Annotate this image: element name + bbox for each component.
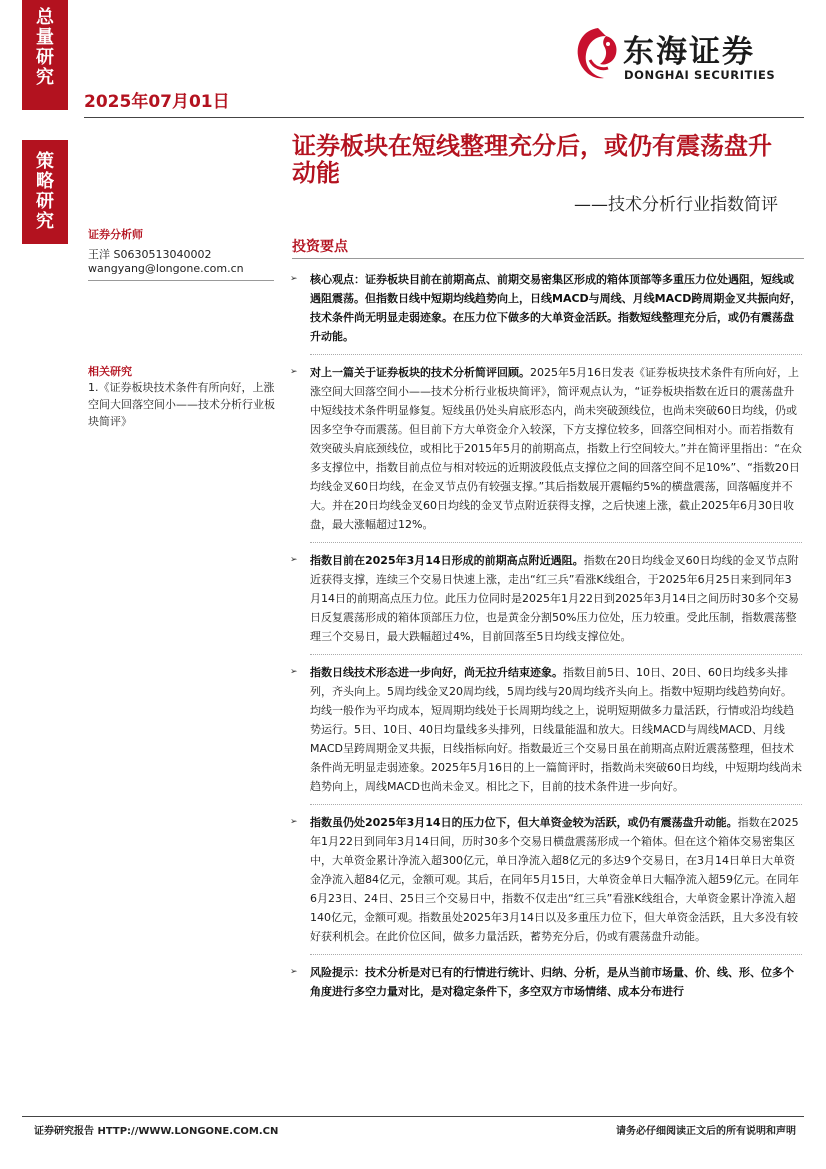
- bullet-body: 2025年5月16日发表《证券板块技术条件有所向好，上涨空间大回落空间小——技术分析行业板块简评》，简评观点认为，“证券板块指数在近日的震荡盘升中短线技术条件明显修复。短线虽仍处头肩底形态内，尚未突破颈线位，也尚未突破60日均线，仍或因多空争夺而震荡。但目前下方大单资金介入较深，下方支撑位较多，回落空间相对小。而若指数有效突破头肩底颈线位，或相比于2015年5月的前期高点，指数上行空间较大。”并在简评里指出：“在众多支撑位中，指数目前点位与相对较远的近期波段低点支撑位之间的回落空间不足10%”、“指数20日均线金叉60日均线，在金叉节点仍有较强支撑。”其后指数展开震幅约5%的横盘震荡，回落幅度并不大。并在20日均线金叉60日均线的金叉节点附近获得支撑，之后快速上涨，截止2025年6月30日收盘，最大涨幅超过12%。: [310, 366, 802, 531]
- key-points-list: [288, 270, 802, 1001]
- header-divider: [84, 117, 804, 118]
- bullet-lead: 核心观点：证券板块目前在前期高点、前期交易密集区形成的箱体顶部等多重压力位处遇阻，短线或遇阻震荡。但指数日线中短期均线趋势向上，日线MACD与周线、月线MACD跨周期金叉共振向好，技术条件尚无明显走弱迹象。在压力位下做多的大单资金活跃。指数短线整理充分后，或仍有震荡盘升动能。: [310, 273, 802, 343]
- bullet-lead: 指数日线技术形态进一步向好，尚无拉升结束迹象。: [310, 666, 563, 679]
- report-date: 2025年07月01日: [84, 92, 230, 112]
- dragon-logo-icon: [568, 22, 620, 88]
- related-research-item: 1.《证券板块技术条件有所向好，上涨空间大回落空间小——技术分析行业板块简评》: [88, 381, 275, 428]
- logo-english-name: DONGHAI SECURITIES: [624, 68, 776, 82]
- bullet-arrow-icon: ➢: [290, 367, 298, 377]
- company-logo: [568, 22, 798, 88]
- footer-report-url: 证券研究报告 HTTP://WWW.LONGONE.COM.CN: [34, 1126, 279, 1137]
- analyst-divider: [88, 280, 274, 281]
- key-points-divider: [292, 258, 804, 259]
- bullet-separator: [310, 954, 802, 955]
- bullet-separator: [310, 354, 802, 355]
- bullet-body: 指数在2025年1月22日到同年3月14日间，历时30多个交易日横盘震荡形成一个箱体。但在这个箱体交易密集区中，大单资金累计净流入超300亿元，单日净流入超8亿元的多达9个交易日，在3月14日单日大单资金净流入超84亿元，金额可观。其后，在同年5月15日，大单资金单日大幅净流入超59亿元。在同年6月23日、24日、25日三个交易日中，指数不仅走出“红三兵”看涨K线组合，大单资金累计净流入超140亿元，金额可观。指数虽处2025年3月14日以及多重压力位下，但大单资金活跃，且大多没有较好获利机会。在此价位区间，做多力量活跃，蓄势充分后，仍或有震荡盘升动能。: [310, 816, 799, 943]
- footer-disclaimer: 请务必仔细阅读正文后的所有说明和声明: [616, 1126, 796, 1137]
- logo-chinese-name: 东海证券: [623, 34, 755, 70]
- side-tab-char: 策: [36, 151, 54, 172]
- bullet-arrow-icon: ➢: [290, 555, 298, 565]
- analyst-email: wangyang@longone.com.cn: [88, 262, 244, 275]
- analyst-name: 王洋 S0630513040002: [88, 248, 212, 261]
- side-tab-char: 总: [36, 7, 54, 28]
- report-title: 证券板块在短线整理充分后，或仍有震荡盘升动能: [292, 132, 772, 187]
- side-tab-char: 略: [36, 171, 54, 192]
- bullet-lead: 指数虽仍处2025年3月14日的压力位下，但大单资金较为活跃，或仍有震荡盘升动能。: [310, 816, 738, 829]
- key-point-technicals: [288, 663, 802, 796]
- key-point-capital-flow: [288, 813, 802, 946]
- bullet-separator: [310, 804, 802, 805]
- side-tab-quant-research: [22, 0, 68, 110]
- bullet-separator: [310, 542, 802, 543]
- key-point-core-view: [288, 270, 802, 346]
- side-tab-char: 研: [36, 191, 54, 212]
- report-subtitle: ——技术分析行业指数简评: [574, 195, 778, 215]
- footer-divider: [22, 1116, 804, 1117]
- related-research-heading: 相关研究: [88, 365, 132, 378]
- analyst-heading: 证券分析师: [88, 228, 143, 241]
- key-points-heading: 投资要点: [292, 239, 348, 255]
- key-point-risk: [288, 963, 802, 1001]
- side-tab-char: 究: [36, 211, 54, 232]
- side-tab-char: 究: [36, 67, 54, 88]
- side-tab-char: 研: [36, 47, 54, 68]
- bullet-body: 指数目前5日、10日、20日、60日均线多头排列，齐头向上。5周均线金叉20周均线，5周均线与20周均线齐头向上。指数中短期均线趋势向好。均线一般作为平均成本，短周期均线处于长周期均线之上，说明短期做多力量活跃，行情或沿均线趋势运行。5日、10日、40日均量线多头排列，日线量能温和放大。日线MACD与周线MACD、月线MACD呈跨周期金叉共振，日线指标向好。指数最近三个交易日虽在前期高点附近震荡整理，但技术条件尚无明显走弱迹象。2025年5月16日的上一篇简评时，指数尚未突破60日均线，中短期均线尚未趋势向上，周线MACD也尚未金叉。相比之下，目前的技术条件进一步向好。: [310, 666, 802, 793]
- bullet-lead: 指数目前在2025年3月14日形成的前期高点附近遇阻。: [310, 554, 584, 567]
- bullet-lead: 风险提示：技术分析是对已有的行情进行统计、归纳、分析，是从当前市场量、价、线、形、位多个角度进行多空力量对比，是对稳定条件下，多空双方市场情绪、成本分布进行: [310, 966, 794, 998]
- bullet-lead: 对上一篇关于证券板块的技术分析简评回顾。: [310, 366, 530, 379]
- key-point-resistance: [288, 551, 802, 646]
- bullet-separator: [310, 654, 802, 655]
- bullet-arrow-icon: ➢: [290, 667, 298, 677]
- bullet-arrow-icon: ➢: [290, 274, 298, 284]
- bullet-arrow-icon: ➢: [290, 817, 298, 827]
- bullet-arrow-icon: ➢: [290, 967, 298, 977]
- key-point-review: [288, 363, 802, 534]
- side-tab-strategy-research: [22, 140, 68, 244]
- bullet-body: 指数在20日均线金叉60日均线的金叉节点附近获得支撑，连续三个交易日快速上涨，走出“红三兵”看涨K线组合，于2025年6月25日来到同年3月14日的前期高点压力位。此压力位同时是2025年1月22日到2025年3月14日之间历时30多个交易日反复震荡形成的箱体顶部压力位，也是黄金分割50%压力位处，压力较重。受此压制，指数震荡整理三个交易日，最大跌幅超过4%，目前回落至5日均线支撑位处。: [310, 554, 799, 643]
- side-tab-char: 量: [36, 27, 54, 48]
